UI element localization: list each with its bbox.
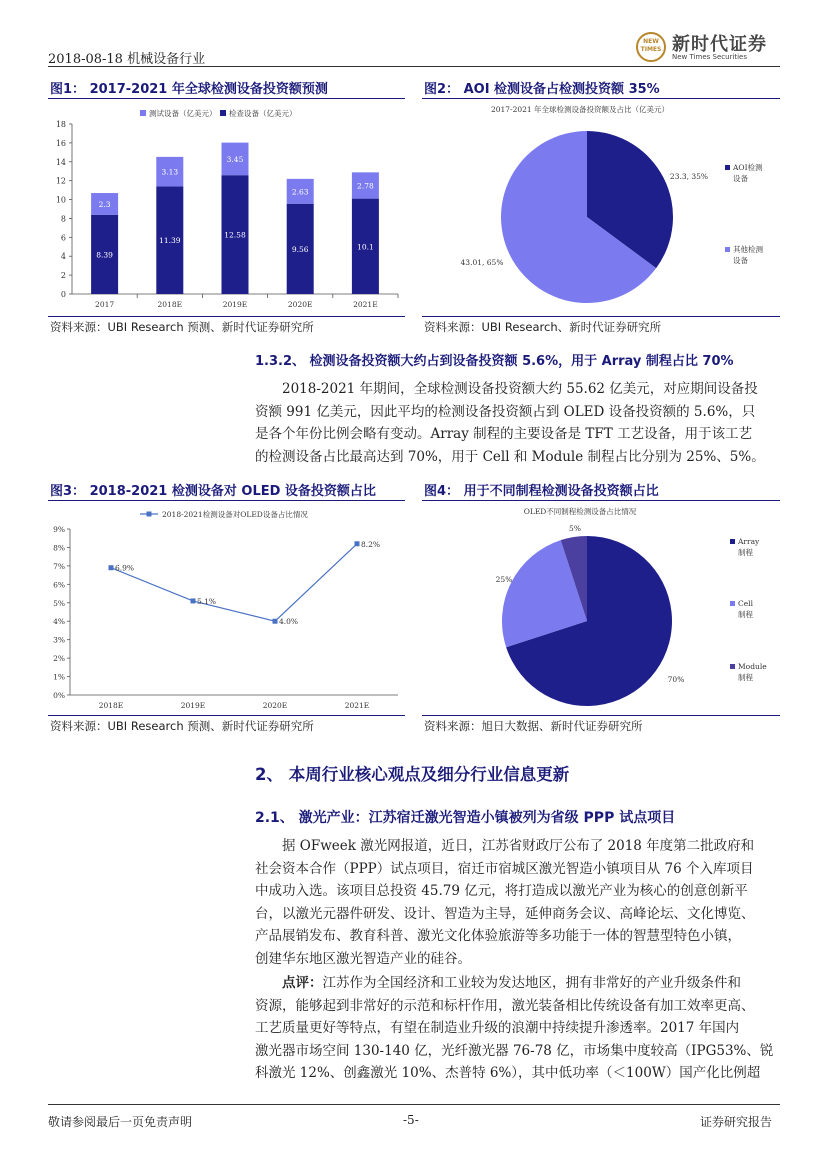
legend-swatch <box>725 247 730 252</box>
fig3-title-text: 2018-2021 检测设备对 OLED 设备投资额占比 <box>89 484 376 499</box>
legend-label: Cell <box>738 599 753 608</box>
header-divider <box>48 66 780 67</box>
x-tick-label: 2019E <box>180 701 206 710</box>
legend-swatch <box>730 601 735 606</box>
y-tick-label: 0 <box>60 290 66 299</box>
legend-swatch <box>220 110 226 116</box>
y-tick-label: 14 <box>55 157 66 167</box>
series-line <box>111 544 357 621</box>
x-tick-label: 2021E <box>344 701 370 710</box>
bar-data-label: 2.63 <box>291 187 309 197</box>
header-date-industry: 2018-08-18 机械设备行业 <box>48 52 206 67</box>
fig3-title-rule <box>48 500 405 501</box>
logo-english-name: New Times Securities <box>672 53 747 61</box>
point-data-label: 8.2% <box>361 539 381 549</box>
fig2-title-text: AOI 检测设备占检测投资额 35% <box>463 82 660 97</box>
y-tick-label: 6% <box>53 580 65 590</box>
y-tick-label: 10 <box>55 195 66 205</box>
legend-label: 其他检测 <box>733 245 763 254</box>
pie-title: OLED不同制程检测设备占比情况 <box>523 507 637 516</box>
legend-swatch <box>140 110 146 116</box>
para-line: 社会资本合作（PPP）试点项目，宿迁市宿城区激光智造小镇项目从 76 个入库项目 <box>255 860 754 877</box>
fig4-title-rule <box>422 500 780 501</box>
bar-data-label: 3.13 <box>161 167 179 177</box>
para-line: 是各个年份比例会略有变动。Array 制程的主要设备是 TFT 工艺设备，用于该工艺 <box>255 426 753 442</box>
legend-swatch <box>730 664 735 669</box>
para-line: 工艺质量更好等特点，有望在制造业升级的浪潮中持续提升渗透率。2017 年国内 <box>255 1020 740 1036</box>
fig2-label: 图2： <box>424 82 460 97</box>
legend-swatch <box>725 165 730 170</box>
fig1-label: 图1： <box>50 82 86 97</box>
fig4-bottom-rule <box>422 715 780 716</box>
para-line: 产品展销发布、教育科普、激光文化体验旅游等多功能于一体的智慧型特色小镇， <box>255 928 741 944</box>
x-tick-label: 2017 <box>95 300 115 309</box>
x-tick-label: 2019E <box>222 300 248 309</box>
legend-label: 制程 <box>738 673 753 682</box>
fig3-title <box>50 480 376 499</box>
fig1-title-text: 2017-2021 年全球检测设备投资额预测 <box>89 82 328 97</box>
section-2-1-paragraph-2 <box>255 972 780 1085</box>
pie-title: 2017-2021 年全球检测设备投资额及占比（亿美元） <box>490 105 670 114</box>
data-point <box>191 598 196 603</box>
legend-swatch <box>730 539 735 544</box>
legend-label: Module <box>738 662 767 671</box>
fig3-line-chart <box>48 502 406 714</box>
legend-label: 检查设备（亿美元） <box>229 109 297 118</box>
fig2-title-rule <box>422 98 780 99</box>
x-tick-label: 2018E <box>98 701 124 710</box>
data-point <box>109 565 114 570</box>
fig2-source: 资料来源：UBI Research、新时代证券研究所 <box>424 320 662 334</box>
legend-label: 设备 <box>733 174 748 183</box>
fig4-title-text: 用于不同制程检测设备投资额占比 <box>463 484 659 499</box>
point-data-label: 5.1% <box>197 596 217 606</box>
fig1-title <box>50 78 328 97</box>
y-tick-label: 6 <box>60 233 66 243</box>
x-tick-label: 2020E <box>262 701 288 710</box>
section-1-3-2-title: 1.3.2、 检测设备投资额大约占到设备投资额 5.6%，用于 Array 制程占比 70% <box>255 354 734 369</box>
data-point <box>355 541 360 546</box>
legend-label: 2018-2021检测设备对OLED设备占比情况 <box>162 510 308 519</box>
legend-label: 制程 <box>738 610 753 619</box>
section-1-3-2-paragraph <box>255 378 780 468</box>
y-tick-label: 1% <box>53 672 65 682</box>
y-tick-label: 8% <box>53 543 65 553</box>
section-2-1-paragraph-1 <box>255 835 780 970</box>
y-tick-label: 9% <box>53 525 65 534</box>
bar-data-label: 11.39 <box>159 236 181 246</box>
point-data-label: 4.0% <box>279 617 299 627</box>
footer-disclaimer: 敬请参阅最后一页免责声明 <box>48 1115 193 1129</box>
x-tick-label: 2021E <box>353 300 378 309</box>
para-line: 点评：江苏作为全国经济和工业较为发达地区，拥有非常好的产业升级条件和 <box>282 975 741 991</box>
bar-data-label: 3.45 <box>226 154 244 164</box>
bar-data-label: 10.1 <box>357 242 374 252</box>
pie-data-label: 70% <box>667 675 685 684</box>
para-line: 据 OFweek 激光网报道，近日，江苏省财政厅公布了 2018 年度第二批政府和 <box>282 838 755 854</box>
fig1-stacked-bar-chart <box>48 100 406 316</box>
fig2-pie-chart <box>422 100 780 316</box>
pie-data-label: 5% <box>569 524 581 533</box>
y-tick-label: 12 <box>55 176 66 186</box>
fig2-bottom-rule <box>422 316 780 317</box>
x-tick-label: 2018E <box>157 300 183 309</box>
para-line: 科激光 12%、创鑫激光 10%、杰普特 6%），其中低功率（＜100W）国产化比例超 <box>255 1065 761 1081</box>
para-line: 中成功入选。该项目总投资 45.79 亿元，将打造成以激光产业为核心的创意创新平 <box>255 883 748 899</box>
x-tick-label: 2020E <box>287 300 313 309</box>
footer-divider <box>48 1104 780 1105</box>
y-tick-label: 5% <box>53 598 65 608</box>
fig2-title <box>424 78 660 97</box>
para-line: 资源，能够起到非常好的示范和标杆作用，激光装备相比传统设备有加工效率更高、 <box>255 997 755 1014</box>
para-line: 创建华东地区激光智造产业的硅谷。 <box>255 950 471 967</box>
legend-label: 测试设备（亿美元） <box>149 109 217 118</box>
legend-label: AOI检测 <box>733 163 763 172</box>
pie-data-label: 23.3, 35% <box>669 172 709 181</box>
fig4-pie-chart <box>422 502 780 714</box>
legend-marker <box>147 512 152 517</box>
bar-data-label: 9.56 <box>291 244 309 254</box>
company-logo <box>636 30 781 66</box>
logo-badge: NEW TIMES <box>636 32 666 62</box>
bar-data-label: 8.39 <box>96 250 113 260</box>
fig3-source: 资料来源：UBI Research 预测、新时代证券研究所 <box>50 719 314 733</box>
pie-data-label: 25% <box>495 575 513 584</box>
page-number: -5- <box>403 1113 419 1127</box>
section-2-title: 2、 本周行业核心观点及细分行业信息更新 <box>255 765 570 784</box>
section-2-1-title: 2.1、 激光产业：江苏宿迁激光智造小镇被列为省级 PPP 试点项目 <box>255 810 676 826</box>
y-tick-label: 3% <box>53 635 65 645</box>
legend-label: 设备 <box>733 256 748 265</box>
legend-label: Array <box>738 537 760 546</box>
data-point <box>273 619 278 624</box>
para-line: 的检测设备占比最高达到 70%，用于 Cell 和 Module 制程占比分别为 25%、5%。 <box>255 448 765 465</box>
y-tick-label: 8 <box>60 214 66 224</box>
para-line: 激光器市场空间 130-140 亿，光纤激光器 76-78 亿，市场集中度较高（IPG53%、锐 <box>255 1042 774 1059</box>
legend-label: 制程 <box>738 548 753 557</box>
y-tick-label: 16 <box>55 138 66 148</box>
y-tick-label: 18 <box>55 120 66 129</box>
fig1-bottom-rule <box>48 316 405 317</box>
fig1-title-rule <box>48 98 405 99</box>
para-line: 2018-2021 年期间，全球检测设备投资额大约 55.62 亿美元，对应期间设备投 <box>282 381 758 397</box>
fig1-source: 资料来源：UBI Research 预测、新时代证券研究所 <box>50 320 314 334</box>
comment-label: 点评： <box>282 975 323 991</box>
y-tick-label: 4 <box>60 252 66 262</box>
para-line: 资额 991 亿美元，因此平均的检测设备投资额占到 OLED 设备投资额的 5.6%，只 <box>255 403 756 420</box>
fig3-label: 图3： <box>50 484 86 499</box>
logo-chinese-name: 新时代证券 <box>672 34 767 55</box>
pie-data-label: 43.01, 65% <box>460 258 504 267</box>
point-data-label: 6.9% <box>115 563 135 573</box>
y-tick-label: 7% <box>53 561 65 571</box>
bar-data-label: 12.58 <box>224 230 246 240</box>
footer-report-type: 证券研究报告 <box>700 1115 773 1129</box>
y-tick-label: 4% <box>53 617 65 627</box>
y-tick-label: 2% <box>53 654 65 664</box>
y-tick-label: 0% <box>53 691 65 700</box>
fig3-bottom-rule <box>48 715 405 716</box>
y-tick-label: 2 <box>60 271 66 281</box>
fig4-label: 图4： <box>424 484 460 499</box>
fig4-title <box>424 480 659 499</box>
bar-data-label: 2.3 <box>98 199 111 209</box>
fig4-source: 资料来源：旭日大数据、新时代证券研究所 <box>424 719 643 733</box>
bar-data-label: 2.78 <box>357 181 374 191</box>
para-line: 台，以激光元器件研发、设计、智造为主导，延伸商务会议、高峰论坛、文化博览、 <box>255 905 755 922</box>
